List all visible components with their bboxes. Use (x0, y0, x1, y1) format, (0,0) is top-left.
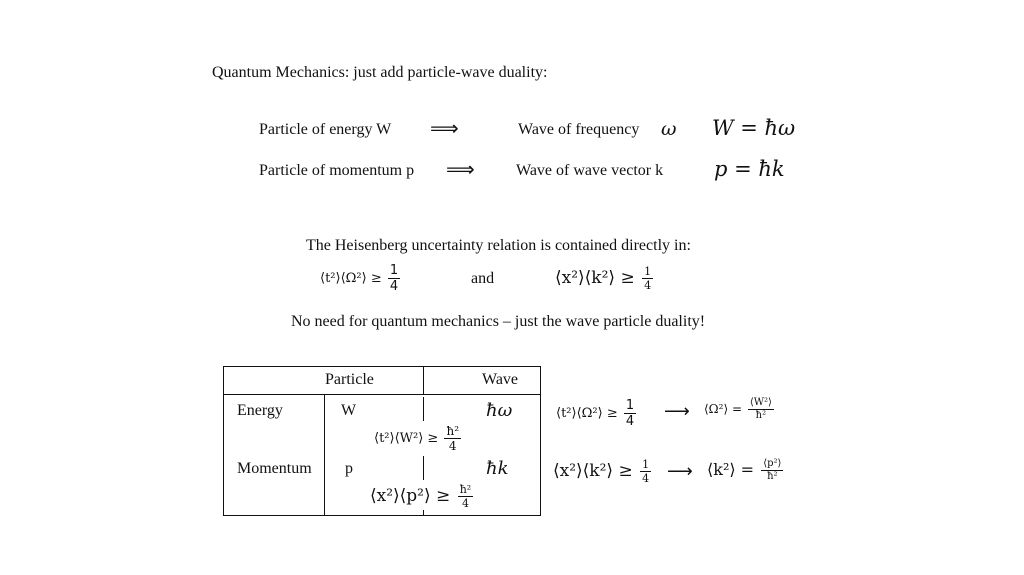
wave-energy: ħω (486, 400, 513, 421)
time-frequency-relation: ⟨t²⟩⟨Ω²⟩ ≥ $\frac{1}{4}$ (320, 263, 399, 294)
implies-arrow: ⟹ (430, 116, 459, 140)
row-label-energy: Energy (237, 402, 283, 419)
page-heading: Quantum Mechanics: just add particle-wave duality: (212, 64, 548, 81)
momentum-relation: p = ħk (714, 157, 785, 181)
derivation-position: ⟨x²⟩⟨k²⟩ ≥ $\frac{1}{4}$ (553, 458, 650, 485)
duality-right-wavevector: Wave of wave vector k (516, 162, 664, 179)
long-right-arrow: ⟶ (667, 461, 693, 482)
implies-arrow: ⟹ (446, 157, 475, 181)
heisenberg-intro: The Heisenberg uncertainty relation is contained directly in: (306, 237, 691, 254)
particle-wave-table (223, 366, 541, 516)
derivation-time: ⟨t²⟩⟨Ω²⟩ ≥ $\frac{1}{4}$ (556, 398, 635, 429)
position-momentum-uncertainty: ⟨x²⟩⟨p²⟩ ≥ $\frac{\text{ħ²}}{4}$ (370, 483, 472, 510)
omega-symbol: ω (661, 118, 677, 140)
label-column-divider (324, 394, 325, 515)
position-wavevector-relation: ⟨x²⟩⟨k²⟩ ≥ $\frac{1}{4}$ (555, 265, 652, 292)
omega-result: ⟨Ω²⟩ = $\frac{\text{⟨W²⟩}}{\text{ħ²}}$ (704, 397, 772, 421)
header-divider (224, 394, 540, 395)
k-result: ⟨k²⟩ = $\frac{\text{⟨p²⟩}}{\text{ħ²}}$ (707, 458, 782, 482)
conclusion-text: No need for quantum mechanics – just the wave particle duality! (291, 313, 706, 330)
energy-relation: W = ħω (712, 116, 796, 140)
duality-right-frequency: Wave of frequency (518, 121, 640, 138)
row-label-momentum: Momentum (237, 460, 312, 477)
and-label: and (471, 270, 495, 287)
header-column-divider (423, 367, 424, 394)
energy-time-uncertainty: ⟨t²⟩⟨W²⟩ ≥ $\frac{\text{ħ²}}{4}$ (374, 424, 460, 453)
column-divider (423, 456, 424, 480)
particle-energy: W (341, 402, 357, 419)
long-right-arrow: ⟶ (664, 401, 690, 422)
wave-momentum: ħk (486, 458, 509, 479)
column-divider (423, 397, 424, 421)
duality-left-momentum: Particle of momentum p (259, 162, 415, 179)
column-divider (423, 510, 424, 515)
particle-momentum: p (345, 460, 353, 477)
header-particle: Particle (325, 371, 374, 388)
duality-left-energy: Particle of energy W (259, 121, 392, 138)
header-wave: Wave (482, 371, 519, 388)
